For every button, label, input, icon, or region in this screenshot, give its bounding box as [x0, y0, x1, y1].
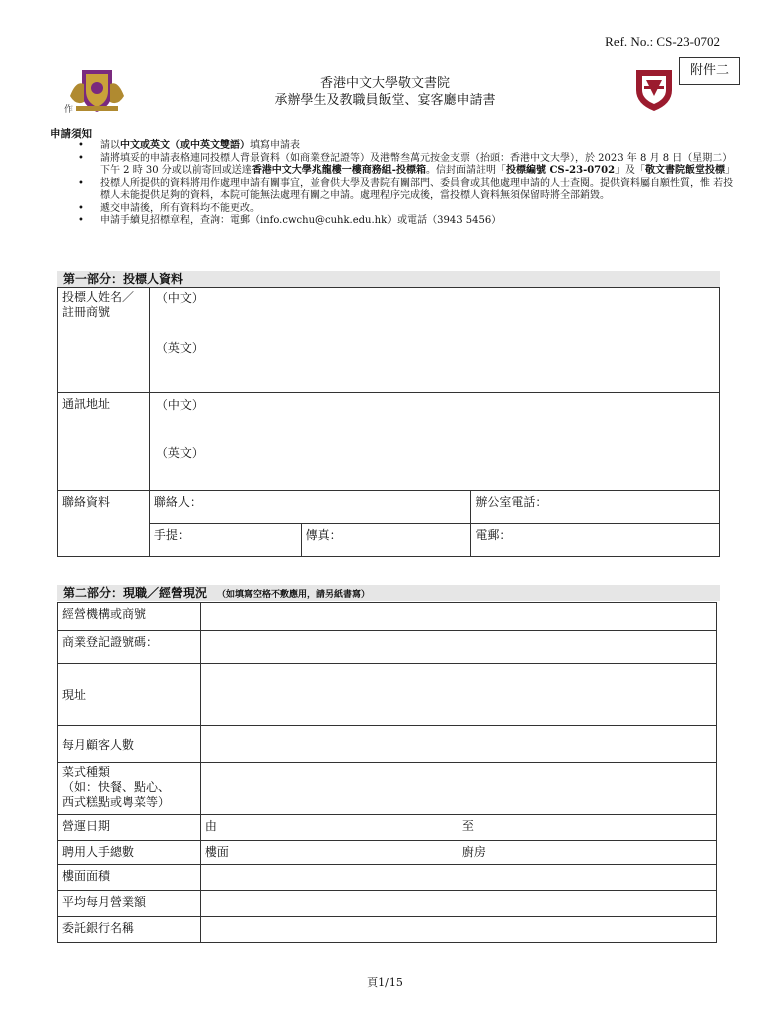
annex-label: 附件二	[679, 57, 740, 85]
cuisine-field[interactable]	[200, 763, 716, 815]
office-phone-field[interactable]: 辦公室電話：	[471, 491, 720, 524]
chinese-label: （中文）	[155, 291, 204, 305]
english-label: （英文）	[155, 341, 204, 355]
note-item: • 請將填妥的申請表格連同投標人背景資料（如商業登記證等）及港幣叁萬元按金支票（抬頭：香港中文大學），於 2023 年 8 月 8 日（星期二）下午 2 時 30 分或以前寄回或送達香港中文大學兆龍樓一樓商務組-投標箱。信封面請註明「投標編號 CS-23-0702」及「敬文書院飯堂投標」	[78, 153, 738, 178]
current-address-label: 現址	[58, 664, 201, 726]
org-label: 經營機構或商號	[58, 603, 201, 631]
email-field[interactable]: 電郵：	[471, 524, 720, 557]
revenue-label: 平均每月營業額	[58, 891, 201, 917]
staff-kitchen-field[interactable]: 廚房	[458, 841, 717, 865]
reference-number: Ref. No.: CS-23-0702	[605, 34, 720, 49]
contact-person-field[interactable]: 聯絡人：	[149, 491, 471, 524]
part2-heading	[57, 585, 720, 601]
customers-label: 每月顧客人數	[58, 726, 201, 763]
address-label: 通訊地址	[58, 393, 150, 491]
page-number: 頁1/15	[367, 976, 403, 989]
applicant-info-table	[57, 287, 720, 557]
current-business-table	[57, 602, 717, 943]
staff-label: 聘用人手總數	[58, 841, 201, 865]
floor-area-field[interactable]	[200, 865, 716, 891]
part1-heading: 第一部分：投標人資料	[57, 271, 720, 287]
contact-label: 聯絡資料	[58, 491, 150, 557]
revenue-field[interactable]	[200, 891, 716, 917]
note-item: • 遞交申請後，所有資料均不能更改。	[78, 203, 738, 216]
period-label: 營運日期	[58, 815, 201, 841]
current-address-field[interactable]	[200, 664, 716, 726]
college-name: 香港中文大學敬文書院	[319, 76, 450, 91]
college-crest-logo	[634, 66, 674, 112]
br-number-label: 商業登記證號碼：	[58, 631, 201, 664]
form-name: 承辦學生及教職員飯堂、宴客廳申請書	[274, 93, 496, 108]
note-item: • 申請手續見招標章程，查詢：電郵（info.cwchu@cuhk.edu.hk）或電話（3943 5456）	[78, 215, 738, 228]
note-item: • 投標人所提供的資料將用作處理申請有關事宜，並會供大學及書院有關部門、委員會或其他處理申請的人士查閱。提供資料屬自願性質，惟 若投標人未能提供足夠的資料，本院可能無法處理有關之申請。處理程序完成後，當投標人資料無須保留時將全部銷毀。	[78, 178, 738, 203]
part2-title: 第二部分：現職／經營現況	[63, 586, 208, 600]
notes-list	[78, 140, 738, 228]
part2-note: （如填寫空格不敷應用，請另紙書寫）	[217, 590, 371, 600]
period-from-field[interactable]: 由	[200, 815, 458, 841]
org-field[interactable]	[200, 603, 716, 631]
cuisine-label: 菜式種類 （如：快餐、點心、 西式糕點或粵菜等）	[58, 763, 201, 815]
fax-field[interactable]: 傳真：	[301, 524, 471, 557]
applicant-name-label: 投標人姓名／註冊商號	[58, 288, 150, 393]
svg-text:作: 作	[64, 105, 74, 114]
chinese-label: （中文）	[155, 398, 204, 412]
note-item: • 請以中文或英文（或中英文雙語）填寫申請表	[78, 140, 738, 153]
customers-field[interactable]	[200, 726, 716, 763]
bank-field[interactable]	[200, 917, 716, 943]
mobile-field[interactable]: 手提：	[149, 524, 301, 557]
floor-area-label: 樓面面積	[58, 865, 201, 891]
address-field[interactable]	[149, 393, 719, 491]
bank-label: 委託銀行名稱	[58, 917, 201, 943]
notes-heading: 申請須知	[50, 128, 92, 140]
period-to-field[interactable]: 至	[458, 815, 717, 841]
applicant-name-field[interactable]	[149, 288, 719, 393]
br-number-field[interactable]	[200, 631, 716, 664]
staff-floor-field[interactable]: 樓面	[200, 841, 458, 865]
english-label: （英文）	[155, 446, 204, 460]
